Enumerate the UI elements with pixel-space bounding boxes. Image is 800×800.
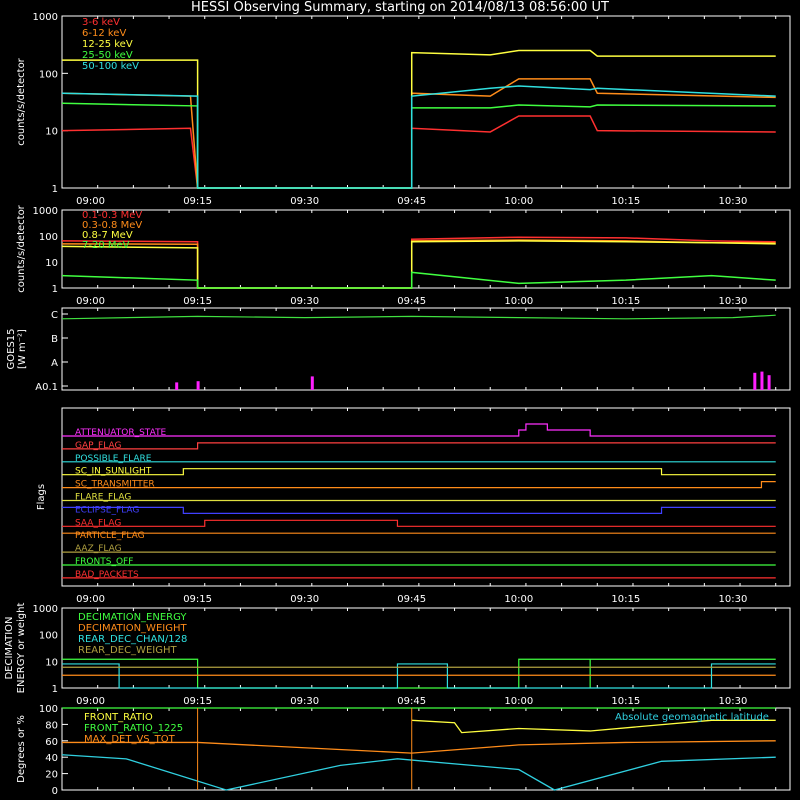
x-tick-label: 10:00 [504, 196, 534, 207]
flag-label: ATTENUATOR_STATE [75, 428, 167, 438]
series-line-12-25-keV [62, 51, 776, 188]
y-tick-label: 1000 [32, 206, 58, 217]
y-axis-label: GOES15 [6, 328, 17, 370]
legend-entry: FRONT_RATIO_1225 [84, 723, 184, 734]
flag-line-SC_TRANSMITTER [62, 479, 776, 490]
x-tick-label: 10:15 [611, 296, 641, 307]
series-line-Absolute-geomagnetic-latitude [62, 755, 776, 790]
y-tick-label: 1 [51, 184, 58, 195]
legend-entry: REAR_DEC_CHAN/128 [78, 634, 188, 645]
x-tick-label: 09:30 [290, 696, 320, 707]
x-tick-label: 10:30 [718, 696, 748, 707]
series-line-GOES [62, 315, 776, 319]
y-tick-label: 100 [38, 704, 58, 715]
event-bar [760, 372, 763, 390]
y-axis-label: Flags [36, 483, 47, 511]
y-tick-label: 0 [51, 786, 58, 797]
y-tick-label: 60 [45, 736, 58, 748]
legend-entry: DECIMATION_ENERGY [78, 612, 187, 623]
x-tick-label: 09:45 [397, 296, 427, 307]
flag-label: ECLIPSE_FLAG [75, 505, 140, 516]
legend-entry: 25-50 keV [82, 50, 133, 61]
x-tick-label: 09:45 [397, 696, 427, 707]
y-tick-label: B [51, 334, 58, 345]
x-tick-label: 09:00 [76, 296, 105, 307]
y-tick-label: 10 [45, 258, 58, 269]
y-tick-label: 1 [51, 684, 58, 695]
y-tick-label: A [51, 358, 58, 369]
flag-label: POSSIBLE_FLARE [75, 453, 152, 464]
flag-label: SC_IN_SUNLIGHT [75, 466, 152, 477]
flag-label: AAZ_FLAG [75, 544, 122, 555]
x-tick-label: 10:30 [718, 296, 748, 307]
x-tick-label: 09:15 [183, 594, 213, 605]
x-tick-label: 09:00 [76, 594, 105, 605]
series-line-0.8-7-MeV [62, 241, 776, 288]
y-axis-label: counts/s/detector [16, 205, 27, 293]
x-tick-label: 10:15 [611, 594, 641, 605]
flag-label: SC_TRANSMITTER [75, 479, 155, 490]
series-line-3-6-keV [62, 116, 776, 188]
legend-entry: 7-20 MeV [82, 240, 130, 251]
x-tick-label: 09:30 [290, 594, 320, 605]
y-tick-label: 100 [38, 232, 58, 243]
y-tick-label: 1000 [32, 12, 58, 23]
flag-line-ECLIPSE_FLAG [62, 505, 776, 516]
chart-title: HESSI Observing Summary, starting on 2014/08/13 08:56:00 UT [191, 0, 609, 15]
legend-entry: 6-12 keV [82, 28, 127, 39]
x-tick-label: 10:15 [611, 696, 641, 707]
flag-line-ATTENUATOR_STATE [62, 424, 776, 436]
y-axis-label: counts/s/detector [16, 58, 27, 146]
panel-frame-low [62, 16, 790, 188]
x-tick-label: 10:00 [504, 594, 534, 605]
legend-entry: DECIMATION_WEIGHT [78, 623, 187, 634]
y-tick-label: 100 [38, 69, 58, 81]
x-tick-label: 10:15 [611, 196, 641, 207]
legend-entry: Absolute geomagnetic latitude [615, 712, 769, 723]
panel-frame-high [62, 210, 790, 288]
y-tick-label: 1 [51, 284, 58, 295]
event-bar [753, 373, 756, 390]
legend-entry: REAR_DEC_WEIGHT [78, 645, 177, 656]
flag-label: PARTICLE_FLAG [75, 531, 145, 542]
x-tick-label: 10:30 [718, 594, 748, 605]
y-axis-label: Degrees or % [16, 715, 27, 783]
flag-label: FLARE_FLAG [75, 492, 132, 503]
legend-entry: 0.3-0.8 MeV [82, 220, 143, 231]
panel-frame-goes [62, 308, 790, 390]
legend-entry: FRONT_RATIO [84, 712, 153, 723]
flag-label: FRONTS_OFF [75, 557, 134, 567]
y-tick-label: C [51, 310, 58, 321]
x-tick-label: 09:00 [76, 696, 105, 707]
x-tick-label: 10:30 [718, 196, 748, 207]
x-tick-label: 10:00 [504, 296, 534, 307]
x-tick-label: 09:00 [76, 196, 105, 207]
panel-frame-flags [62, 408, 790, 586]
flag-label: BAD_PACKETS [75, 569, 139, 580]
y-tick-label: 10 [45, 657, 58, 669]
y-tick-label: 100 [38, 630, 58, 642]
flag-line-SAA_FLAG [62, 518, 776, 529]
series-line-25-50-keV [62, 103, 776, 188]
y-axis-label: ENERGY or weight [16, 602, 27, 694]
x-tick-label: 10:00 [504, 696, 534, 707]
x-tick-label: 09:15 [183, 296, 213, 307]
x-tick-label: 09:30 [290, 296, 320, 307]
event-bar [768, 375, 771, 390]
series-line-50-100-keV [62, 86, 776, 188]
flag-label: SAA_FLAG [75, 518, 122, 529]
legend-entry: 0.8-7 MeV [82, 230, 133, 241]
flag-line-SC_IN_SUNLIGHT [62, 466, 776, 477]
event-bar [175, 382, 178, 390]
y-tick-label: 20 [45, 769, 58, 781]
event-bar [197, 381, 200, 390]
y-axis-unit: [W m⁻²] [17, 329, 28, 369]
flag-line-GAP_FLAG [62, 440, 776, 451]
y-axis-label: DECIMATION [4, 616, 15, 680]
y-tick-label: 40 [45, 753, 58, 765]
y-tick-label: 1000 [32, 604, 58, 615]
event-bar [311, 376, 314, 390]
legend-entry: 3-6 keV [82, 17, 120, 28]
x-tick-label: 09:15 [183, 196, 213, 207]
y-tick-label: 10 [45, 126, 58, 138]
legend-entry: MAX_DET_VS_TOT [84, 734, 175, 745]
x-tick-label: 09:30 [290, 196, 320, 207]
x-tick-label: 09:45 [397, 196, 427, 207]
flag-label: GAP_FLAG [75, 440, 122, 451]
y-tick-label: A0.1 [35, 382, 58, 393]
legend-entry: 50-100 keV [82, 61, 140, 72]
x-tick-label: 09:15 [183, 696, 213, 707]
y-tick-label: 80 [45, 720, 58, 732]
legend-entry: 0.1-0.3 MeV [82, 210, 143, 221]
x-tick-label: 09:45 [397, 594, 427, 605]
legend-entry: 12-25 keV [82, 39, 133, 50]
